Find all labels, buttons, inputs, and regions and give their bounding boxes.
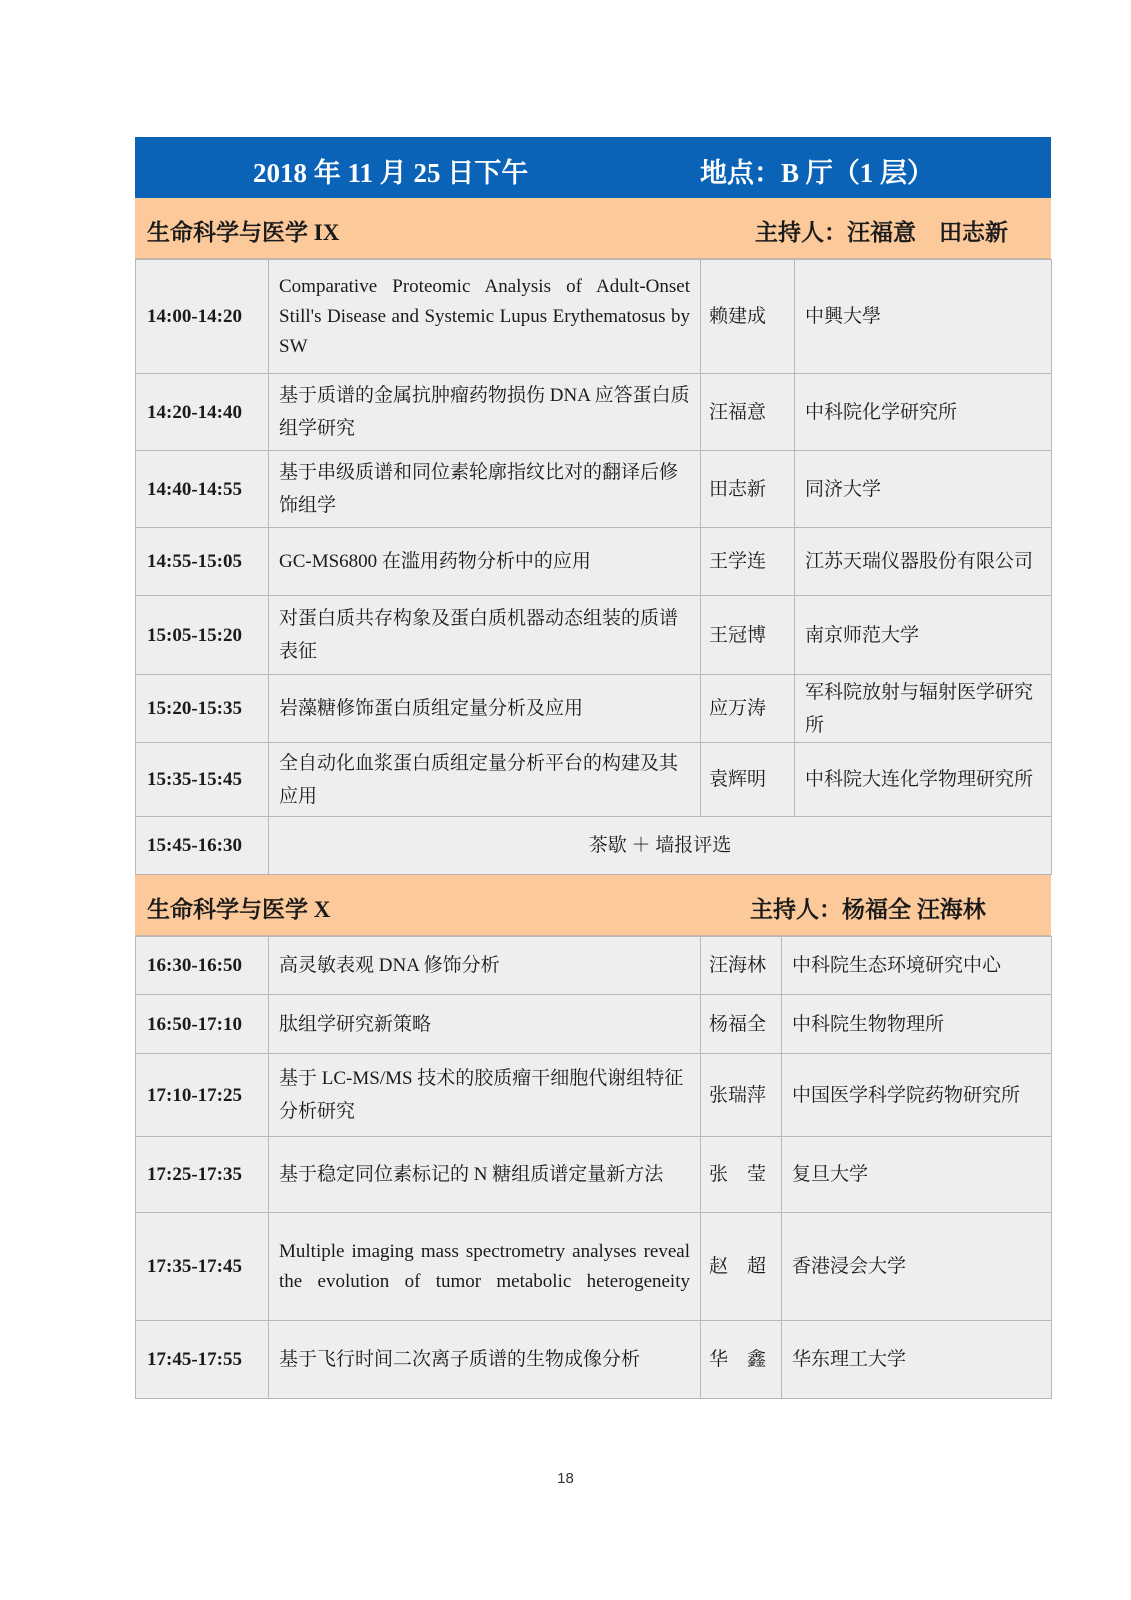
row-speaker: 华 鑫	[701, 1321, 782, 1399]
break-label: 茶歇 ＋ 墙报评选	[269, 817, 1052, 875]
table-row	[136, 1137, 1052, 1213]
row-affiliation: 南京师范大学	[795, 596, 1052, 675]
row-speaker: 汪福意	[701, 374, 795, 451]
row-time: 16:30-16:50	[136, 937, 269, 995]
row-affiliation: 同济大学	[795, 451, 1052, 528]
row-time: 15:35-15:45	[136, 743, 269, 817]
page-number: 18	[557, 1470, 574, 1487]
row-speaker: 王学连	[701, 528, 795, 596]
row-topic: 岩藻糖修饰蛋白质组定量分析及应用	[269, 675, 701, 743]
row-speaker: 应万涛	[701, 675, 795, 743]
break-row	[136, 817, 1052, 875]
row-topic	[269, 1213, 701, 1321]
row-affiliation: 中国医学科学院药物研究所	[782, 1054, 1052, 1137]
row-topic: 高灵敏表观 DNA 修饰分析	[269, 937, 701, 995]
row-affiliation: 江苏天瑞仪器股份有限公司	[795, 528, 1052, 596]
schedule-table-2	[135, 936, 1052, 1399]
table-row	[136, 1321, 1052, 1399]
row-topic	[269, 260, 701, 374]
row-topic: 基于飞行时间二次离子质谱的生物成像分析	[269, 1321, 701, 1399]
row-topic: 肽组学研究新策略	[269, 995, 701, 1054]
row-time: 14:55-15:05	[136, 528, 269, 596]
table-row	[136, 596, 1052, 675]
table-row	[136, 451, 1052, 528]
row-affiliation: 中科院生物物理所	[782, 995, 1052, 1054]
section-header-1	[135, 198, 1051, 259]
row-affiliation: 复旦大学	[782, 1137, 1052, 1213]
row-affiliation: 中興大學	[795, 260, 1052, 374]
table-row	[136, 743, 1052, 817]
row-topic: 基于串级质谱和同位素轮廓指纹比对的翻译后修饰组学	[269, 451, 701, 528]
session-venue: 地点：B 厅（1 层）	[700, 158, 935, 188]
row-topic-text: Comparative Proteomic Analysis of Adult-Onset Still's Disease and Systemic Lupus Erythematosus by SW	[279, 275, 690, 357]
section-host: 主持人：汪福意 田志新	[755, 220, 1008, 245]
row-affiliation: 华东理工大学	[782, 1321, 1052, 1399]
row-time: 17:35-17:45	[136, 1213, 269, 1321]
row-time: 14:40-14:55	[136, 451, 269, 528]
section-header-2	[135, 875, 1051, 936]
schedule-table-1	[135, 259, 1052, 875]
section-title: 生命科学与医学 IX	[147, 220, 340, 245]
table-row	[136, 937, 1052, 995]
row-topic-text: Multiple imaging mass spectrometry analyses reveal the evolution of tumor metabolic heterogeneity	[279, 1240, 690, 1292]
row-topic: 全自动化血浆蛋白质组定量分析平台的构建及其应用	[269, 743, 701, 817]
section-host: 主持人：杨福全 汪海林	[750, 897, 986, 922]
row-time: 14:00-14:20	[136, 260, 269, 374]
row-time: 15:05-15:20	[136, 596, 269, 675]
row-time: 15:20-15:35	[136, 675, 269, 743]
row-topic: 基于 LC-MS/MS 技术的胶质瘤干细胞代谢组特征分析研究	[269, 1054, 701, 1137]
row-speaker: 张 莹	[701, 1137, 782, 1213]
row-speaker: 田志新	[701, 451, 795, 528]
row-time: 17:45-17:55	[136, 1321, 269, 1399]
row-affiliation: 中科院生态环境研究中心	[782, 937, 1052, 995]
row-affiliation: 香港浸会大学	[782, 1213, 1052, 1321]
session-banner	[135, 137, 1051, 198]
row-speaker: 汪海林	[701, 937, 782, 995]
table-row	[136, 374, 1052, 451]
row-topic: 基于稳定同位素标记的 N 糖组质谱定量新方法	[269, 1137, 701, 1213]
row-topic: GC-MS6800 在滥用药物分析中的应用	[269, 528, 701, 596]
section-title: 生命科学与医学 X	[147, 897, 331, 922]
row-speaker: 赖建成	[701, 260, 795, 374]
table-row	[136, 1213, 1052, 1321]
row-topic: 对蛋白质共存构象及蛋白质机器动态组装的质谱表征	[269, 596, 701, 675]
table-row	[136, 260, 1052, 374]
row-speaker: 杨福全	[701, 995, 782, 1054]
row-speaker: 王冠博	[701, 596, 795, 675]
row-time: 16:50-17:10	[136, 995, 269, 1054]
table-row	[136, 1054, 1052, 1137]
session-date: 2018 年 11 月 25 日下午	[253, 158, 529, 188]
row-time: 14:20-14:40	[136, 374, 269, 451]
table-row	[136, 675, 1052, 743]
row-affiliation: 中科院大连化学物理研究所	[795, 743, 1052, 817]
program-schedule	[135, 137, 1051, 1399]
break-time: 15:45-16:30	[136, 817, 269, 875]
row-time: 17:10-17:25	[136, 1054, 269, 1137]
table-row	[136, 528, 1052, 596]
row-affiliation: 军科院放射与辐射医学研究所	[795, 675, 1052, 743]
row-topic: 基于质谱的金属抗肿瘤药物损伤 DNA 应答蛋白质组学研究	[269, 374, 701, 451]
row-time: 17:25-17:35	[136, 1137, 269, 1213]
row-speaker: 张瑞萍	[701, 1054, 782, 1137]
table-row	[136, 995, 1052, 1054]
row-affiliation: 中科院化学研究所	[795, 374, 1052, 451]
row-speaker: 赵 超	[701, 1213, 782, 1321]
row-speaker: 袁辉明	[701, 743, 795, 817]
